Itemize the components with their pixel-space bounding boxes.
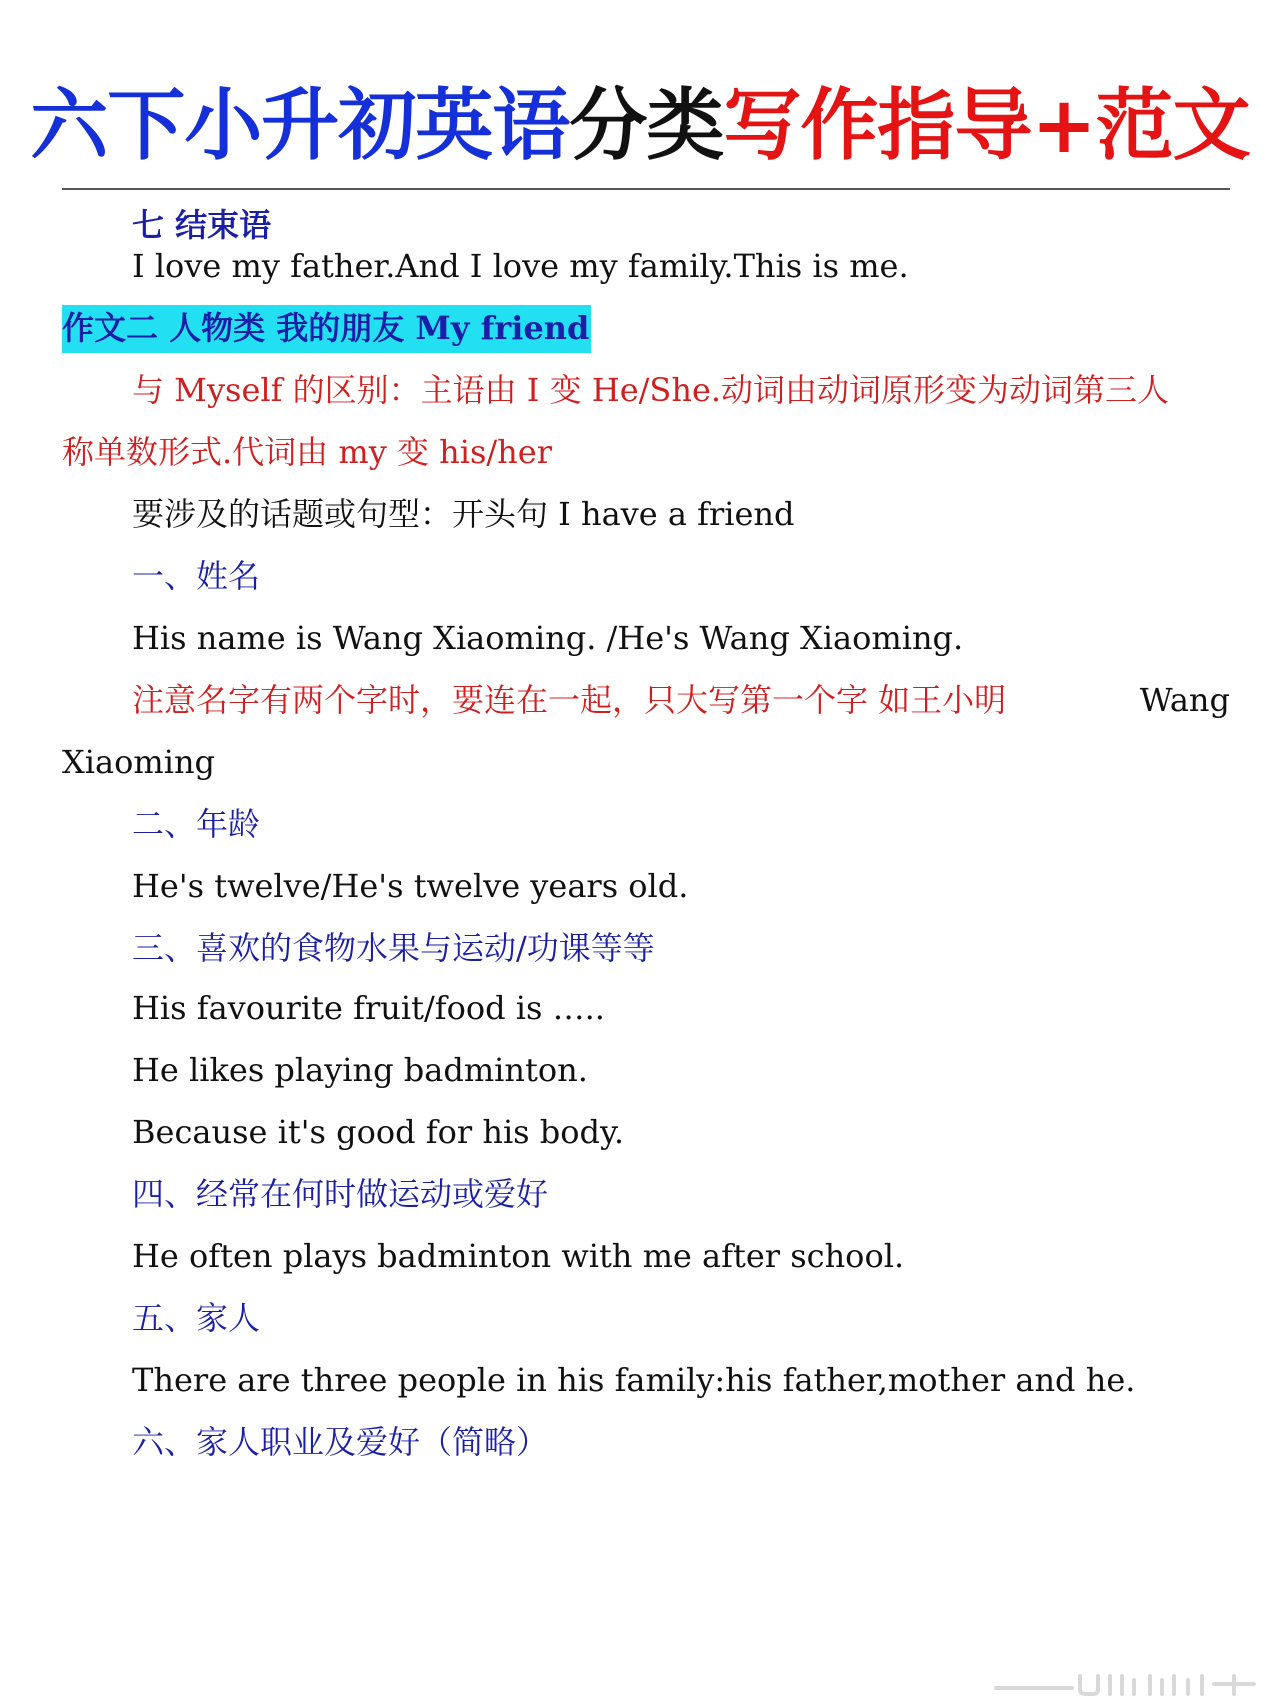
- section-heading-family-jobs: 六、家人职业及爱好（简略）: [132, 1423, 549, 1461]
- topics-intro: 要涉及的话题或句型：开头句 I have a friend: [132, 495, 795, 533]
- example-sentence: His favourite fruit/food is …..: [132, 989, 605, 1027]
- section-heading-name: 一、姓名: [132, 557, 261, 595]
- name-example-first: Wang: [1139, 681, 1230, 719]
- section-heading-favourites: 三、喜欢的食物水果与运动/功课等等: [132, 929, 655, 967]
- example-sentence: There are three people in his family:his father,mother and he.: [132, 1361, 1136, 1399]
- name-note-line: [132, 680, 1230, 720]
- example-sentence: He's twelve/He's twelve years old.: [132, 867, 689, 905]
- section-heading-closing: 七 结束语: [132, 206, 272, 244]
- section-heading-when: 四、经常在何时做运动或爱好: [132, 1175, 549, 1213]
- example-sentence: Because it's good for his body.: [132, 1113, 624, 1151]
- example-sentence: He likes playing badminton.: [132, 1051, 588, 1089]
- title-part-black: 分类: [569, 81, 724, 171]
- example-sentence: I love my father.And I love my family.This is me.: [132, 247, 909, 285]
- section-heading-family: 五、家人: [132, 1299, 261, 1337]
- difference-note-line1: 与 Myself 的区别：主语由 I 变 He/She.动词由动词原形变为动词第三人: [132, 371, 1170, 409]
- example-sentence: His name is Wang Xiaoming. /He's Wang Xiaoming.: [132, 619, 964, 657]
- name-example-second: Xiaoming: [62, 743, 216, 781]
- title-part-blue: 六下小升初英语: [30, 81, 570, 171]
- difference-note-line2: 称单数形式.代词由 my 变 his/her: [62, 433, 553, 471]
- section-heading-age: 二、年龄: [132, 805, 261, 843]
- example-sentence: He often plays badminton with me after school.: [132, 1237, 905, 1275]
- title-divider: [62, 188, 1230, 190]
- essay-two-heading: [62, 308, 591, 348]
- highlighted-heading: 作文二 人物类 我的朋友 My friend: [62, 305, 591, 353]
- page-title: [0, 78, 1280, 174]
- title-part-red: 写作指导+范文: [723, 81, 1250, 171]
- name-note-text: 注意名字有两个字时，要连在一起，只大写第一个字 如王小明: [132, 681, 1007, 719]
- watermark-logo: [992, 1670, 1262, 1698]
